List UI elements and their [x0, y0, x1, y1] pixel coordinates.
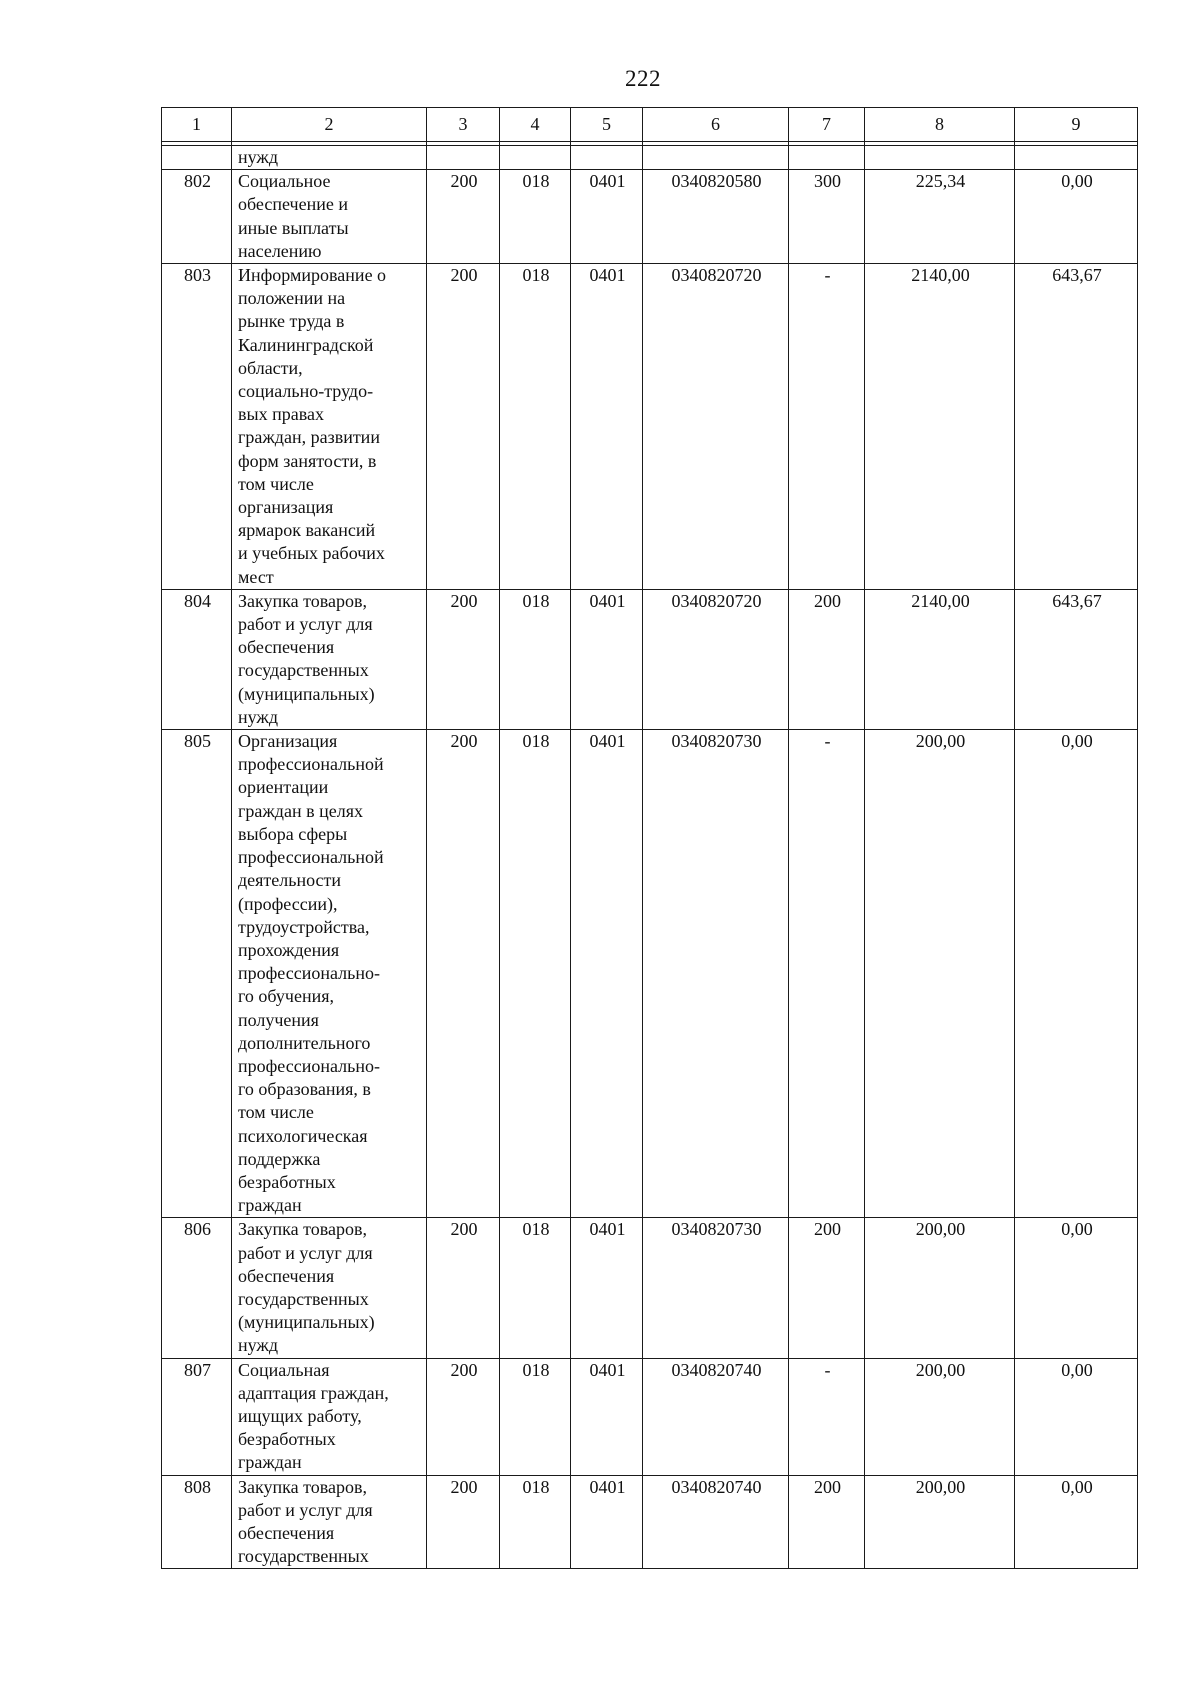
description-line: деятельности: [238, 870, 342, 891]
actual-amount-cell: 0,00: [1015, 730, 1138, 1218]
actual-amount-cell: [1015, 146, 1138, 170]
description-line: нужд: [238, 706, 278, 727]
expense-type-cell: 200: [789, 1218, 865, 1358]
ministry-code-cell: [500, 146, 571, 170]
admin-code-cell: 200: [427, 1358, 500, 1475]
row-number-cell: 802: [162, 170, 232, 264]
expense-type-cell: [789, 146, 865, 170]
budget-table: [161, 107, 1138, 1569]
ministry-code-cell: 018: [500, 1475, 571, 1569]
section-code-cell: 0401: [571, 589, 643, 729]
row-number-cell: 803: [162, 264, 232, 590]
actual-amount-cell: 0,00: [1015, 1358, 1138, 1475]
description-line: обеспечения: [238, 637, 335, 658]
page-number: 222: [625, 66, 661, 91]
expense-type-cell: 200: [789, 1475, 865, 1569]
description-cell: [232, 264, 427, 590]
description-line: области,: [238, 357, 303, 378]
description-line: Информирование о: [238, 265, 387, 286]
table-row: [162, 264, 1138, 590]
description-line: Организация: [238, 731, 338, 752]
section-code-cell: 0401: [571, 264, 643, 590]
description-line: государственных: [238, 1546, 369, 1567]
target-article-cell: [643, 146, 789, 170]
description-line: безработных: [238, 1171, 336, 1192]
description-line: том числе: [238, 1102, 314, 1123]
plan-amount-cell: 225,34: [865, 170, 1015, 264]
ministry-code-cell: 018: [500, 264, 571, 590]
description-line: адаптация граждан,: [238, 1382, 389, 1403]
description-line: (муниципальных): [238, 683, 375, 704]
target-article-cell: 0340820720: [643, 589, 789, 729]
description-line: обеспечение и: [238, 194, 348, 215]
column-header: 7: [789, 108, 865, 142]
description-cell: [232, 730, 427, 1218]
description-line: поддержка: [238, 1148, 321, 1169]
description-line: ярмарок вакансий: [238, 520, 376, 541]
description-cell: [232, 1475, 427, 1569]
column-header: 2: [232, 108, 427, 142]
description-line: трудоустройства,: [238, 916, 370, 937]
plan-amount-cell: 2140,00: [865, 589, 1015, 729]
section-code-cell: 0401: [571, 170, 643, 264]
expense-type-cell: -: [789, 264, 865, 590]
description-line: нужд: [238, 1335, 278, 1356]
description-line: го обучения,: [238, 986, 334, 1007]
column-header: 6: [643, 108, 789, 142]
description-line: граждан: [238, 1195, 302, 1216]
description-line: граждан в целях: [238, 800, 363, 821]
actual-amount-cell: 0,00: [1015, 1218, 1138, 1358]
ministry-code-cell: 018: [500, 730, 571, 1218]
admin-code-cell: 200: [427, 730, 500, 1218]
plan-amount-cell: 200,00: [865, 1218, 1015, 1358]
description-line: психологическая: [238, 1125, 368, 1146]
admin-code-cell: 200: [427, 589, 500, 729]
description-line: (муниципальных): [238, 1312, 375, 1333]
description-line: государственных: [238, 660, 369, 681]
target-article-cell: 0340820740: [643, 1358, 789, 1475]
ministry-code-cell: 018: [500, 1358, 571, 1475]
target-article-cell: 0340820720: [643, 264, 789, 590]
expense-type-cell: 300: [789, 170, 865, 264]
description-line: нужд: [238, 147, 278, 167]
description-line: Закупка товаров,: [238, 590, 367, 611]
row-number-cell: [162, 146, 232, 170]
description-line: безработных: [238, 1429, 336, 1450]
plan-amount-cell: 2140,00: [865, 264, 1015, 590]
column-header: 1: [162, 108, 232, 142]
description-line: мест: [238, 566, 274, 587]
description-line: организация: [238, 497, 334, 518]
description-line: получения: [238, 1009, 319, 1030]
description-line: Калининградской: [238, 334, 374, 355]
description-line: форм занятости, в: [238, 450, 377, 471]
description-cell: [232, 589, 427, 729]
description-line: обеспечения: [238, 1265, 335, 1286]
description-line: профессиональной: [238, 754, 384, 775]
row-number-cell: 807: [162, 1358, 232, 1475]
expense-type-cell: -: [789, 730, 865, 1218]
plan-amount-cell: 200,00: [865, 1475, 1015, 1569]
table-header-row: [162, 108, 1138, 142]
admin-code-cell: 200: [427, 1218, 500, 1358]
description-line: Закупка товаров,: [238, 1476, 367, 1497]
table-row: [162, 1218, 1138, 1358]
description-line: профессионально-: [238, 963, 380, 984]
table-row: [162, 589, 1138, 729]
description-line: го образования, в: [238, 1079, 371, 1100]
description-line: граждан: [238, 1452, 302, 1473]
section-code-cell: [571, 146, 643, 170]
target-article-cell: 0340820740: [643, 1475, 789, 1569]
description-line: иные выплаты: [238, 217, 349, 238]
section-code-cell: 0401: [571, 1358, 643, 1475]
description-line: Социальная: [238, 1359, 330, 1380]
table-row: [162, 146, 1138, 170]
description-line: Закупка товаров,: [238, 1219, 367, 1240]
plan-amount-cell: [865, 146, 1015, 170]
description-line: ориентации: [238, 777, 329, 798]
row-number-cell: 805: [162, 730, 232, 1218]
section-code-cell: 0401: [571, 1218, 643, 1358]
description-line: рынке труда в: [238, 311, 345, 332]
column-header: 9: [1015, 108, 1138, 142]
table-row: [162, 730, 1138, 1218]
expense-type-cell: -: [789, 1358, 865, 1475]
column-header: 5: [571, 108, 643, 142]
actual-amount-cell: 0,00: [1015, 1475, 1138, 1569]
target-article-cell: 0340820730: [643, 1218, 789, 1358]
admin-code-cell: 200: [427, 264, 500, 590]
description-line: вых правах: [238, 404, 324, 425]
description-line: населению: [238, 240, 322, 261]
table-row: [162, 1475, 1138, 1569]
description-line: работ и услуг для: [238, 1242, 373, 1263]
description-line: и учебных рабочих: [238, 543, 385, 564]
column-header: 8: [865, 108, 1015, 142]
description-line: ищущих работу,: [238, 1405, 362, 1426]
ministry-code-cell: 018: [500, 589, 571, 729]
description-line: выбора сферы: [238, 823, 348, 844]
actual-amount-cell: 643,67: [1015, 264, 1138, 590]
plan-amount-cell: 200,00: [865, 730, 1015, 1218]
admin-code-cell: 200: [427, 1475, 500, 1569]
description-line: дополнительного: [238, 1032, 371, 1053]
description-line: обеспечения: [238, 1522, 335, 1543]
section-code-cell: 0401: [571, 730, 643, 1218]
target-article-cell: 0340820730: [643, 730, 789, 1218]
description-line: работ и услуг для: [238, 1499, 373, 1520]
description-line: том числе: [238, 473, 314, 494]
expense-type-cell: 200: [789, 589, 865, 729]
admin-code-cell: [427, 146, 500, 170]
actual-amount-cell: 0,00: [1015, 170, 1138, 264]
description-cell: [232, 1218, 427, 1358]
description-line: социально-трудо-: [238, 381, 374, 402]
row-number-cell: 806: [162, 1218, 232, 1358]
description-cell: [232, 146, 427, 170]
row-number-cell: 808: [162, 1475, 232, 1569]
description-line: граждан, развитии: [238, 427, 380, 448]
table-row: [162, 1358, 1138, 1475]
column-header: 4: [500, 108, 571, 142]
description-line: работ и услуг для: [238, 614, 373, 635]
table-row: [162, 170, 1138, 264]
description-line: Социальное: [238, 171, 331, 192]
description-line: прохождения: [238, 939, 340, 960]
description-line: государственных: [238, 1288, 369, 1309]
description-cell: [232, 170, 427, 264]
description-cell: [232, 1358, 427, 1475]
ministry-code-cell: 018: [500, 1218, 571, 1358]
description-line: профессионально-: [238, 1055, 380, 1076]
table-body: [162, 108, 1138, 1569]
row-number-cell: 804: [162, 589, 232, 729]
section-code-cell: 0401: [571, 1475, 643, 1569]
target-article-cell: 0340820580: [643, 170, 789, 264]
admin-code-cell: 200: [427, 170, 500, 264]
plan-amount-cell: 200,00: [865, 1358, 1015, 1475]
description-line: (профессии),: [238, 893, 338, 914]
column-header: 3: [427, 108, 500, 142]
description-line: положении на: [238, 288, 346, 309]
ministry-code-cell: 018: [500, 170, 571, 264]
description-line: профессиональной: [238, 847, 384, 868]
actual-amount-cell: 643,67: [1015, 589, 1138, 729]
